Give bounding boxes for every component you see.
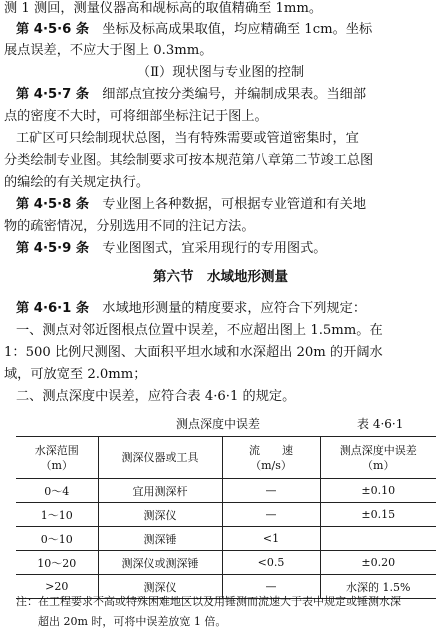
table-cell: 0～10 (16, 527, 98, 551)
clause-4-5-9: 第 4·5·9 条 专业图图式，宜采用现行的专用图式。 (16, 241, 327, 256)
table-cell: 水深的 1.5% (320, 575, 436, 599)
text-line: 一、测点对邻近图根点位置中误差，不应超出图上 1.5mm。在 (16, 323, 383, 338)
text-line: 1：500 比例尺测图、大面积平坦水域和水深超出 20m 的开阔水 (4, 345, 383, 360)
text-line: 分类绘制专业图。其绘制要求可按本规范第八章第二节竣工总图 (4, 153, 374, 168)
table-cell: 测深锤 (98, 527, 222, 551)
table-row (16, 551, 436, 575)
text-line: 的编绘的有关规定执行。 (4, 175, 150, 190)
text-line: 展点误差，不应大于图上 0.3mm。 (4, 43, 213, 58)
column-header: 测深仪器或工具 (98, 437, 222, 479)
column-header: 流 速 （m/s） (222, 437, 320, 479)
table-cell (320, 527, 436, 551)
table-row (16, 527, 436, 551)
table-cell: 测深仪 (98, 575, 222, 599)
text-line: 域，可放宽至 2.0mm； (4, 367, 147, 382)
table-cell: — (222, 575, 320, 599)
table-cell: ±0.20 (320, 551, 436, 575)
table-header-row (16, 437, 436, 479)
text-line: 二、测点深度中误差，应符合表 4·6·1 的规定。 (16, 389, 296, 404)
table-cell: <0.5 (222, 551, 320, 575)
table-cell: 测深仪 (98, 503, 222, 527)
table-cell: — (222, 503, 320, 527)
section-heading: 第六节 水域地形测量 (153, 269, 288, 285)
text-line: 物的疏密情况，分别选用不同的注记方法。 (4, 219, 255, 234)
table-cell: 测深仪或测深锤 (98, 551, 222, 575)
table-row (16, 503, 436, 527)
table-row (16, 479, 436, 503)
table-cell: 10～20 (16, 551, 98, 575)
column-header: 水深范围 （m） (16, 437, 98, 479)
table-cell: >20 (16, 575, 98, 599)
table-cell: ±0.15 (320, 503, 436, 527)
table-cell: — (222, 479, 320, 503)
note-line: 超出 20m 时，可将中误差放宽 1 倍。 (16, 615, 227, 628)
text-line: 测 1 测回，测量仪器高和觇标高的取值精确至 1mm。 (4, 1, 323, 16)
table-cell: 0～4 (16, 479, 98, 503)
clause-4-5-7: 第 4·5·7 条 细部点宜按分类编号，并编制成果表。当细部 (16, 87, 367, 102)
text-line: 工矿区可只绘制现状总图，当有特殊需要或管道密集时，宜 (16, 131, 359, 146)
clause-4-5-6: 第 4·5·6 条 坐标及标高成果取值，均应精确至 1cm。坐标 (16, 22, 373, 37)
clause-4-5-8: 第 4·5·8 条 专业图上各种数据，可根据专业管道和有关地 (16, 197, 367, 212)
table-note (16, 592, 438, 632)
table-cell: <1 (222, 527, 320, 551)
table-cell: ±0.10 (320, 479, 436, 503)
note-line: 注：在工程要求不高或特殊困难地区以及用锤测而流速大于表中规定或锤测水深 (16, 595, 401, 608)
clause-4-6-1: 第 4·6·1 条 水域地形测量的精度要求，应符合下列规定： (16, 301, 367, 316)
table-number: 表 4·6·1 (357, 417, 404, 431)
depth-error-table (16, 436, 436, 599)
table-cell: 宜用测深杆 (98, 479, 222, 503)
subsection-heading: （Ⅱ）现状图与专业图的控制 (136, 65, 305, 80)
table-cell: 1～10 (16, 503, 98, 527)
table-title: 测点深度中误差 (176, 417, 261, 431)
text-line: 点的密度不大时，可将细部坐标注记于图上。 (4, 109, 268, 124)
column-header: 测点深度中误差 （m） (320, 437, 436, 479)
